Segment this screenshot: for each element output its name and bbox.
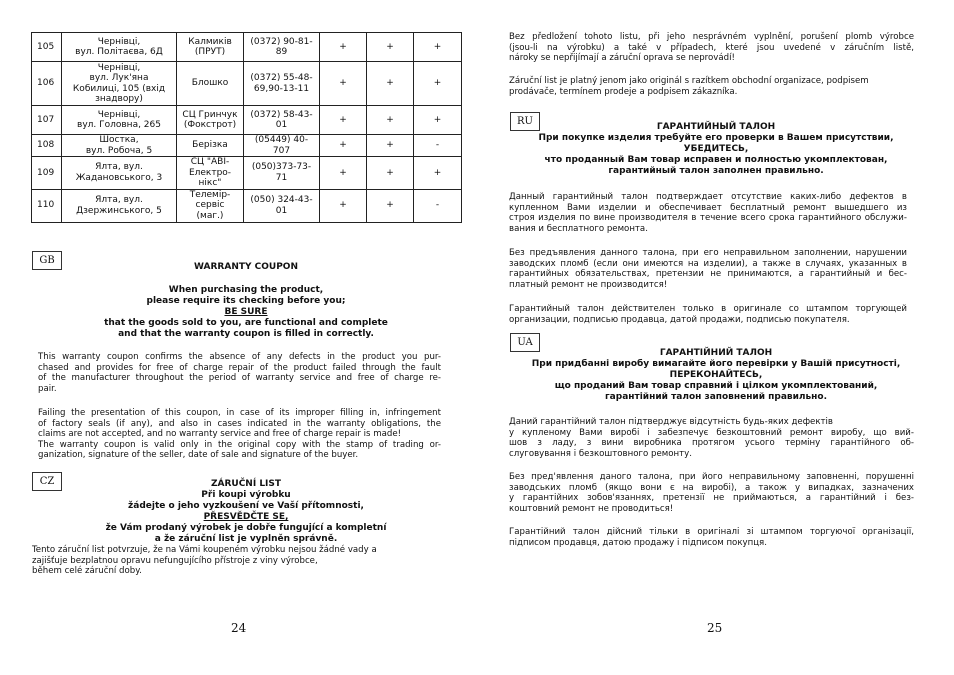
text-line: Záruční list je platný jenom jako originál s razítkem obchodní organizace, podpisem: [509, 76, 869, 86]
row-number-cell: 107: [32, 106, 62, 135]
mark-cell: +: [414, 62, 462, 106]
table-row: [32, 189, 462, 222]
address-cell: Чернівці, вул. Лук'яна Кобилиці, 105 (вхід знадвору): [62, 62, 177, 106]
cz-heading: [31, 479, 461, 545]
instruction-line: что проданный Вам товар исправен и полностью укомплектован,: [544, 155, 888, 165]
coupon-title: WARRANTY COUPON: [194, 262, 298, 272]
gb-paragraph-1: [38, 352, 441, 394]
instruction-emphasis: ПЕРЕКОНАЙТЕСЬ,: [669, 370, 763, 380]
mark-cell: +: [320, 135, 367, 157]
mark-cell: +: [320, 62, 367, 106]
instruction-line: Při koupi výrobku: [201, 490, 291, 500]
mark-cell: +: [320, 189, 367, 222]
address-cell: Шостка, вул. Робоча, 5: [62, 135, 177, 157]
page-number: 24: [231, 621, 247, 635]
text-line: Bez předložení tohoto listu, při jeho nesprávném vyplnění, porušení plomb výrobce: [509, 32, 914, 42]
service-name-cell: Блошко: [177, 62, 244, 106]
instruction-emphasis: BE SURE: [224, 307, 268, 317]
text-line: гарантийных обязательствах, претензии не принимаются, а гарантийный и бес-: [509, 269, 907, 280]
gb-instructions: [31, 285, 461, 340]
mark-cell: +: [367, 157, 414, 190]
ru-paragraph-3: [509, 304, 907, 325]
text-line: chased and provides for free of charge repair of the product failed through the fault: [38, 362, 441, 373]
phone-cell: (050)373-73- 71: [244, 157, 320, 190]
mark-cell: +: [367, 62, 414, 106]
coupon-title: ГАРАНТІЙНИЙ ТАЛОН: [659, 348, 773, 358]
mark-cell: -: [414, 135, 462, 157]
language-code-gb: GB: [32, 251, 62, 270]
row-number-cell: 105: [32, 33, 62, 62]
text-line: у гарантійних зобов'язаннях, претензії не приймаються, а гарантійний і без-: [509, 493, 914, 504]
text-line: během celé záruční doby.: [32, 566, 142, 577]
table-row: [32, 135, 462, 157]
text-line: zajišťuje bezplatnou opravu nefungujícího přístroje z viny výrobce,: [32, 555, 318, 566]
phone-cell: (0372) 90-81- 89: [244, 33, 320, 62]
service-name-cell: Берізка: [177, 135, 244, 157]
row-number-cell: 109: [32, 157, 62, 190]
instruction-line: and that the warranty coupon is filled in correctly.: [118, 329, 374, 339]
text-line: Гарантийный талон действителен только в оригинале со штампом торгующей: [509, 304, 907, 314]
language-code-cz: CZ: [32, 472, 62, 491]
address-cell: Ялта, вул. Дзержинського, 5: [62, 189, 177, 222]
text-line: pair.: [38, 383, 57, 394]
text-line: Гарантійний талон дійсний тільки в оригіналі зі штампом торгуючої організації,: [509, 527, 914, 537]
text-line: вания и бесплатного ремонта.: [509, 223, 648, 234]
instruction-emphasis: PŘESVĚDČTE SE,: [203, 512, 289, 522]
mark-cell: +: [367, 106, 414, 135]
coupon-title: ZÁRUČNÍ LIST: [210, 479, 282, 489]
language-code-ua: UA: [510, 333, 540, 352]
text-line: Без предъявления данного талона, при его неправильном заполнении, нарушении: [509, 248, 907, 258]
mark-cell: +: [367, 33, 414, 62]
mark-cell: +: [414, 106, 462, 135]
mark-cell: +: [414, 33, 462, 62]
text-line: The warranty coupon is valid only in the original copy with the stamp of trading or-: [38, 439, 441, 450]
instruction-line: When purchasing the product,: [168, 285, 324, 295]
text-line: prodávače, termínem prodeje a podpisem zákazníka.: [509, 86, 738, 97]
gb-paragraph-2: [38, 408, 441, 461]
text-line: Без пред'явлення даного талона, при його неправильному заповненні, порушенні: [509, 472, 914, 482]
text-line: of the manufacturer throughout the period of warranty service and free of charge re-: [38, 373, 441, 384]
instruction-emphasis: УБЕДИТЕСЬ,: [683, 144, 749, 154]
instruction-line: please require its checking before you;: [146, 296, 346, 306]
mark-cell: +: [367, 189, 414, 222]
text-line: Tento záruční list potvrzuje, že na Vámi koupeném výrobku nejsou žádné vady a: [32, 545, 377, 555]
phone-cell: (050) 324-43- 01: [244, 189, 320, 222]
address-cell: Чернівці, вул. Політаєва, 6Д: [62, 33, 177, 62]
ua-paragraph-1: [509, 417, 914, 459]
instruction-line: že Vám prodaný výrobek je dobře fungující a kompletní: [105, 523, 387, 533]
text-line: Данный гарантийный талон подтверждает отсутствие каких-либо дефектов в: [509, 192, 907, 202]
text-line: заводских пломб (если они имеются на изделии), а также в случаях, указанных в: [509, 258, 907, 269]
table-row: [32, 62, 462, 106]
text-line: Failing the presentation of this coupon, in case of its improper filling in, infringement: [38, 408, 441, 418]
mark-cell: +: [320, 157, 367, 190]
instruction-line: гарантійний талон заповнений правильно.: [604, 392, 828, 402]
cz-paragraph-1: [32, 545, 452, 577]
ua-paragraph-3: [509, 527, 914, 548]
row-number-cell: 108: [32, 135, 62, 157]
mark-cell: +: [367, 135, 414, 157]
text-line: This warranty coupon confirms the absence of any defects in the product you pur-: [38, 352, 441, 362]
phone-cell: (0372) 58-43- 01: [244, 106, 320, 135]
text-line: Даний гарантійний талон підтверджує відсутність будь-яких дефектів: [509, 417, 833, 427]
instruction-line: žádejte o jeho vyzkoušení ve Vaší přítomnosti,: [128, 501, 364, 511]
text-line: организации, подписью продавца, датой продажи, подписью покупателя.: [509, 314, 850, 325]
cz-paragraph-2: [509, 32, 914, 64]
ru-paragraph-1: [509, 192, 907, 234]
ua-paragraph-2: [509, 472, 914, 514]
text-line: підписом продавця, датою продажу і підписом покупця.: [509, 537, 767, 548]
address-cell: Чернівці, вул. Головна, 265: [62, 106, 177, 135]
cz-paragraph-3: [509, 76, 914, 97]
phone-cell: (0372) 55-48- 69,90-13-11: [244, 62, 320, 106]
text-line: of factory seals (if any), and also in cases indicated in the warranty obligations, the: [38, 418, 441, 429]
text-line: заводських пломб (якщо вони є на виробі), а також у випадках, зазначених: [509, 482, 914, 493]
right-page: [477, 0, 954, 675]
warranty-coupon-heading: [31, 262, 461, 273]
text-line: слуговування і безкоштовного ремонту.: [509, 448, 692, 459]
address-cell: Ялта, вул. Жадановського, 3: [62, 157, 177, 190]
table-row: [32, 106, 462, 135]
text-line: у купленому Вами виробі і забезпечує безкоштовний ремонт виробу, що вий-: [509, 427, 914, 438]
instruction-line: При придбанні виробу вимагайте його перевірки у Вашій присутності,: [531, 359, 901, 369]
language-code-ru: RU: [510, 112, 540, 131]
text-line: (jsou-li na výrobku) a také v případech, které jsou uvedené v záručním listě,: [509, 42, 914, 53]
instruction-line: При покупке изделия требуйте его проверки в Вашем присутствии,: [538, 133, 894, 143]
instruction-line: що проданий Вам товар справний і цілком укомплектований,: [554, 381, 878, 391]
text-line: платный ремонт не производится!: [509, 279, 668, 290]
ua-heading: [501, 348, 931, 403]
row-number-cell: 106: [32, 62, 62, 106]
text-line: nároky se nepřijímají a záruční oprava se neprovádí!: [509, 53, 735, 64]
instruction-line: a že záruční list je vyplněn správně.: [154, 534, 338, 544]
instruction-line: that the goods sold to you, are functional and complete: [104, 318, 388, 328]
service-name-cell: Калмиків (ПРУТ): [177, 33, 244, 62]
table-row: [32, 33, 462, 62]
text-line: коштовний ремонт не проводиться!: [509, 503, 674, 514]
text-line: claims are not accepted, and no warranty service and free of charge repair is made!: [38, 429, 402, 440]
mark-cell: -: [414, 189, 462, 222]
page-number: 25: [707, 621, 723, 635]
coupon-title: ГАРАНТИЙНЫЙ ТАЛОН: [656, 122, 776, 132]
phone-cell: (05449) 40- 707: [244, 135, 320, 157]
mark-cell: +: [320, 33, 367, 62]
instruction-line: гарантийный талон заполнен правильно.: [608, 166, 824, 176]
text-line: ganization, signature of the seller, date of sale and signature of the buyer.: [38, 450, 359, 461]
mark-cell: +: [320, 106, 367, 135]
row-number-cell: 110: [32, 189, 62, 222]
table-row: [32, 157, 462, 190]
service-name-cell: СЦ "АВІ- Електро- нікс": [177, 157, 244, 190]
service-name-cell: СЦ Гринчук (Фокстрот): [177, 106, 244, 135]
mark-cell: +: [414, 157, 462, 190]
ru-heading: [501, 122, 931, 177]
service-center-table: [31, 32, 462, 223]
text-line: строя изделия по вине производителя в течение всего срока гарантийного обслужи-: [509, 213, 907, 224]
service-name-cell: Телемір- сервіс (маг.): [177, 189, 244, 222]
text-line: шов з ладу, з вини виробника протягом усього терміну гарантійного об-: [509, 438, 914, 449]
ru-paragraph-2: [509, 248, 907, 290]
text-line: купленном Вами изделии и обеспечивает бесплатный ремонт вышедшего из: [509, 202, 907, 213]
